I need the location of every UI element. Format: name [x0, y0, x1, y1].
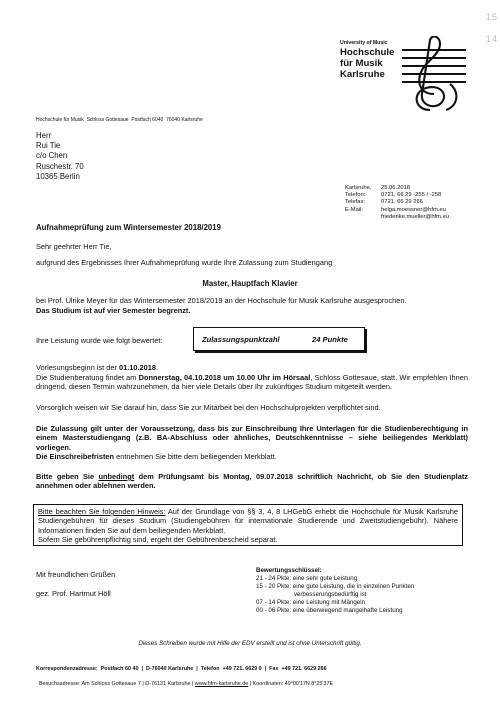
margin-digit-1: 1 [486, 12, 492, 22]
fee-notice-body: Auf der Grundlage von §§ 3, 4, 8 LHGebG erhebt die Hochschule für Musik Karlsruhe Studiengebühren für dieses Studium (Studiengebühren für internationale Studierende und Zweitstudiengebühr). Nähere Informationen finden Sie auf dem beiliegenden Merkblatt. [38, 507, 458, 535]
reply-underlined: unbedingt [98, 472, 135, 481]
rating-key-row: 15 - 20 Pkte: eine gute Leistung, die in einzelnen Punkten [256, 583, 415, 590]
reply-post: dem Prüfungsamt bis Montag, 09.07.2018 schriftlich Nachricht, ob Sie den Studienplatz annehmen oder ablehnen werden. [36, 472, 468, 491]
score-box [193, 327, 365, 351]
rating-key-title: Bewertungsschlüssel: [256, 567, 322, 574]
footer-coordinates: | Koordinaten: 49°00'17N 8°25'37E [248, 681, 334, 687]
contact-label: Telefon: [345, 192, 366, 199]
footer-address: Besuchsadresse: Am Schloss Gottesaue 7 | D-76131 Karlsruhe | [39, 681, 195, 687]
edv-note: Dieses Schreiben wurde mit Hilfe der EDV erstellt und ist ohne Unterschrift gültig. [138, 640, 362, 647]
contact-label [345, 214, 381, 221]
rating-key-row: 21 - 24 Pkte: eine sehr gute Leistung [256, 575, 358, 582]
contact-label: Telefax: [345, 199, 365, 206]
rating-key-row: verbesserungsbedürftig ist [256, 591, 367, 598]
contact-value: 0721. 66 29 266 [381, 199, 423, 206]
contact-row [345, 214, 449, 221]
score-value: 24 Punkte [312, 335, 348, 344]
contact-label: Karlsruhe, [345, 185, 372, 191]
deadline-rest: entnehmen Sie bitte dem beiliegenden Merkblatt. [114, 452, 277, 461]
contact-row [345, 207, 449, 214]
fee-notice-heading: Bitte beachten Sie folgenden Hinweis: [38, 507, 166, 516]
contact-value: 0721. 66 29 -255 / -258 [381, 192, 442, 199]
footer-line-2 [36, 675, 333, 687]
footer-line-1: Korrespondenzadresse: Postfach 60 40 | D-76040 Karlsruhe | Telefon +49 721. 6629 0 | Fax +49 721. 6629 266 [36, 666, 327, 672]
lecture-start-end: . [156, 363, 159, 372]
lecture-start-text: Vorlesungsbeginn ist der [36, 363, 119, 372]
reply-request [36, 472, 468, 491]
deadline-bold: Die Einschreibefristen [36, 452, 115, 461]
signature: gez. Prof. Hartmut Höll [36, 589, 111, 598]
deadline-line [36, 452, 277, 461]
study-advice [36, 373, 468, 392]
margin-digit-2: 5 [492, 12, 498, 22]
subject: Aufnahmeprüfung zum Wintersemester 2018/2019 [36, 223, 221, 232]
reply-pre: Bitte geben Sie [36, 472, 99, 481]
greeting: Sehr geehrter Herr Tie, [36, 242, 112, 251]
condition-text: Die Zulassung gilt unter der Voraussetzung, dass bis zur Einschreibung Ihre Unterlagen für die Studienberechtigung in einem Masterstudiengang (z.B. BA-Abschluss oder ähnliches, Deutschkenntnisse – siehe beiliegendes Merkblatt) vorliegen. [36, 424, 468, 452]
logo-line-1: Hochschule [340, 47, 395, 58]
recipient-street: Ruschestr. 70 [36, 161, 84, 171]
advice-date: Donnerstag, 04.10.2018 um 10.00 Uhr im Hörsaal [138, 373, 311, 382]
logo [338, 36, 468, 112]
contact-value: 25.06.2018 [381, 185, 411, 191]
margin-digit-3: 1 [486, 34, 492, 44]
fee-notice-box [33, 504, 463, 546]
closing: Mit freundlichen Grüßen [36, 570, 116, 579]
contact-row [345, 199, 449, 206]
treble-clef-staff-icon [400, 36, 468, 112]
recipient-co: c/o Chen [36, 151, 68, 161]
program-title: Master, Hauptfach Klavier [202, 279, 298, 288]
intro-text: aufgrund des Ergebnisses Ihrer Aufnahmeprüfung wurde Ihre Zulassung zum Studiengang [36, 258, 333, 267]
advice-pre: Die Studienberatung findet am [36, 373, 139, 382]
contact-row [345, 185, 449, 192]
contact-label: E-Mail: [345, 206, 364, 213]
project-notice: Vorsorglich weisen wir Sie darauf hin, dass Sie zur Mitarbeit bei den Hochschulprojekten verpflichtet sind. [36, 403, 381, 412]
website-link[interactable]: www.hfm-karlsruhe.de [194, 681, 249, 687]
rating-key-row: 07 - 14 Pkte: eine Leistung mit Mängeln [256, 599, 366, 606]
rating-key-row: 00 - 06 Pkte: eine überwiegend mangelhafte Leistung [256, 607, 403, 614]
professor-line: bei Prof. Ulrike Meyer für das Wintersemester 2018/2019 an der Hochschule für Musik Karlsruhe ausgesprochen. [36, 296, 407, 305]
margin-digit-4: 4 [492, 34, 498, 44]
advice-post: , Schloss Gottesaue, statt. Wir empfehlen Ihnen dringend, diesen Termin wahrzunehmen, da hier viele Details über Ihr zukünftiges Studium mitgeteilt werden. [36, 373, 468, 392]
fee-notice-text [38, 507, 458, 535]
sender-line: Hochschule für Musik Schloss Gottesaue Postfach 6040 76040 Karlsruhe [36, 117, 203, 123]
recipient-name: Rui Tie [36, 141, 61, 151]
contact-email[interactable]: helga.moessner@hfm.eu [381, 206, 446, 213]
contact-block [345, 185, 449, 221]
score-lead: Ihre Leistung wurde wie folgt bewertet: [36, 336, 163, 345]
logo-line-2: für Musik [340, 58, 383, 69]
logo-line-3: Karlsruhe [340, 69, 385, 80]
recipient-salutation: Herr [36, 131, 52, 140]
lecture-start-date: 01.10.2018 [119, 363, 156, 372]
score-label: Zulassungspunktzahl [202, 335, 280, 344]
contact-email[interactable]: friederike.mueller@hfm.eu [381, 213, 450, 220]
rating-key [256, 567, 414, 615]
recipient-address [36, 131, 84, 182]
duration-line: Das Studium ist auf vier Semester begrenzt. [36, 306, 191, 315]
lecture-start [36, 363, 158, 372]
fee-notice-text-2: Sofern Sie gebührenpflichtig sind, ergeht der Gebührenbescheid separat. [38, 535, 278, 545]
recipient-city: 10365 Berlin [36, 171, 80, 181]
logo-small-text: University of Music [340, 40, 388, 46]
contact-row [345, 192, 449, 199]
